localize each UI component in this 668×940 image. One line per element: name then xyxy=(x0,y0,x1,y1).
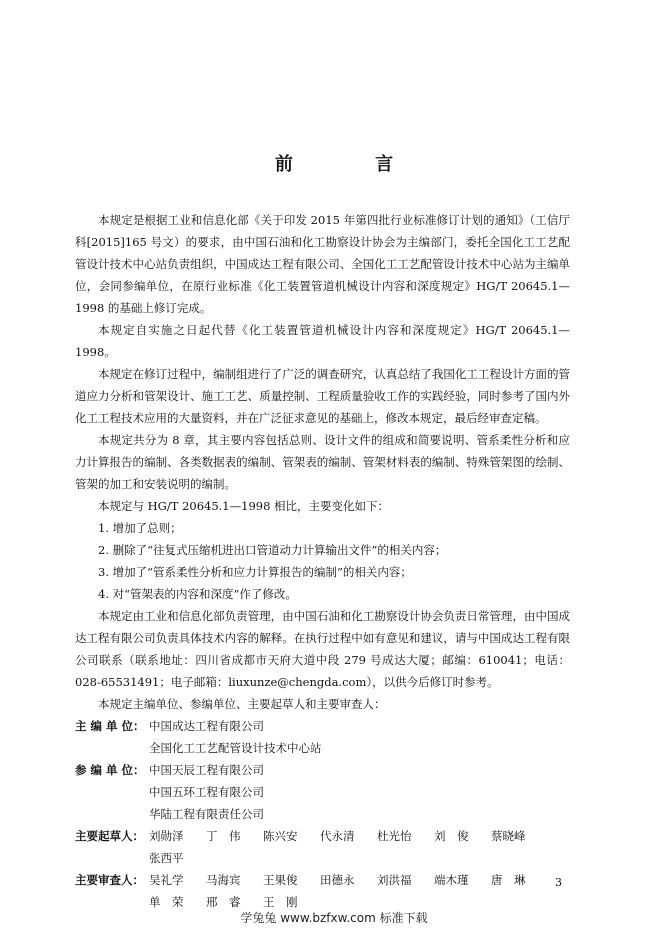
chief-unit-name: 中国成达工程有限公司 xyxy=(149,719,264,733)
change-item-1: 1. 增加了总则； xyxy=(98,521,182,535)
reviewers-label: 主要审查人： xyxy=(75,873,144,887)
chief-units-label: 主 编 单 位： xyxy=(75,719,145,733)
site-watermark: 学兔兔 www.bzfxw.com 标准下载 xyxy=(240,911,428,925)
participating-units-label: 参 编 单 位： xyxy=(75,763,145,777)
paragraph-units-intro: 本规定主编单位、参编单位、主要起草人和主要审查人： xyxy=(98,697,386,711)
reviewer-name: 邢 睿 xyxy=(206,895,241,909)
participating-units-list xyxy=(149,759,264,825)
reviewers-row xyxy=(75,869,570,913)
change-item-4: 4. 对“管架表的内容和深度”作了修改。 xyxy=(98,587,297,601)
chief-units-list xyxy=(149,715,322,759)
document-body xyxy=(75,209,570,913)
participating-unit-name: 中国天辰工程有限公司 xyxy=(149,763,264,777)
drafter-name: 张西平 xyxy=(149,851,184,865)
reviewer-name: 单 荣 xyxy=(149,895,184,909)
reviewers-list xyxy=(149,869,570,913)
reviewer-name: 王 刚 xyxy=(263,895,298,909)
reviewer-name: 唐 琳 xyxy=(491,873,526,887)
reviewer-name: 王果俊 xyxy=(263,873,298,887)
participating-units-row xyxy=(75,759,570,825)
reviewer-name: 刘洪福 xyxy=(377,873,412,887)
drafters-row xyxy=(75,825,570,869)
drafter-name: 陈兴安 xyxy=(263,829,298,843)
paragraph-chapters: 本规定共分为 8 章，其主要内容包括总则、设计文件的组成和简要说明、管系柔性分析和应力计算报告的编制、各类数据表的编制、管架表的编制、管架材料表的编制、特殊管架图的绘制、管架的加工和安装说明的编制。 xyxy=(75,433,570,491)
change-item-3: 3. 增加了“管系柔性分析和应力计算报告的编制”的相关内容； xyxy=(98,565,412,579)
paragraph-revision-process: 本规定在修订过程中，编制组进行了广泛的调查研究，认真总结了我国化工工程设计方面的管道应力分析和管架设计、施工工艺、质量控制、工程质量验收工作的实践经验，同时参考了国内外化工工程技术应用的大量资料，并在广泛征求意见的基础上，修改本规定，最后经审查定稿。 xyxy=(75,367,570,425)
paragraph-replacement: 本规定自实施之日起代替《化工装置管道机械设计内容和深度规定》HG/T 20645.1—1998。 xyxy=(75,323,570,359)
drafters-list xyxy=(149,825,570,869)
reviewer-name: 田德永 xyxy=(320,873,355,887)
reviewer-name: 端木瑾 xyxy=(434,873,469,887)
drafters-label: 主要起草人： xyxy=(75,829,144,843)
drafter-name: 代永清 xyxy=(320,829,355,843)
chief-units-row xyxy=(75,715,570,759)
drafter-name: 刘 俊 xyxy=(434,829,469,843)
reviewer-name: 马海宾 xyxy=(206,873,241,887)
change-item-2: 2. 删除了“往复式压缩机进出口管道动力计算输出文件”的相关内容； xyxy=(98,543,447,557)
drafter-name: 刘勋泽 xyxy=(149,829,184,843)
participating-unit-name: 华陆工程有限责任公司 xyxy=(149,807,264,821)
drafter-name: 丁 伟 xyxy=(206,829,241,843)
paragraph-intro: 本规定是根据工业和信息化部《关于印发 2015 年第四批行业标准修订计划的通知》（工信厅科[2015]165 号文）的要求，由中国石油和化工勘察设计协会为主编部门，委托全国化工工艺配管设计技术中心站负责组织，中国成达工程有限公司、全国化工工艺配管设计技术中心站为主编单位，会同参编单位，在原行业标准《化工装置管道机械设计内容和深度规定》HG/T 20645.1—1998 的基础上修订完成。 xyxy=(75,213,570,315)
drafter-name: 杜光怡 xyxy=(377,829,412,843)
participating-unit-name: 中国五环工程有限公司 xyxy=(149,785,264,799)
chief-unit-name: 全国化工工艺配管设计技术中心站 xyxy=(149,741,322,755)
page-title: 前 言 xyxy=(274,154,432,175)
paragraph-management: 本规定由工业和信息化部负责管理，由中国石油和化工勘察设计协会负责日常管理，由中国成达工程有限公司负责具体技术内容的解释。在执行过程中如有意见和建议，请与中国成达工程有限公司联系（联系地址：四川省成都市天府大道中段 279 号成达大厦；邮编：610041；电话：028-65531491；电子邮箱：liuxunze@chengda.com），以供今后修订时参考。 xyxy=(75,609,570,689)
paragraph-changes-intro: 本规定与 HG/T 20645.1—1998 相比，主要变化如下： xyxy=(98,499,390,513)
drafter-name: 蔡晓峰 xyxy=(491,829,526,843)
page-number: 3 xyxy=(555,876,562,889)
reviewer-name: 吴礼学 xyxy=(149,873,184,887)
